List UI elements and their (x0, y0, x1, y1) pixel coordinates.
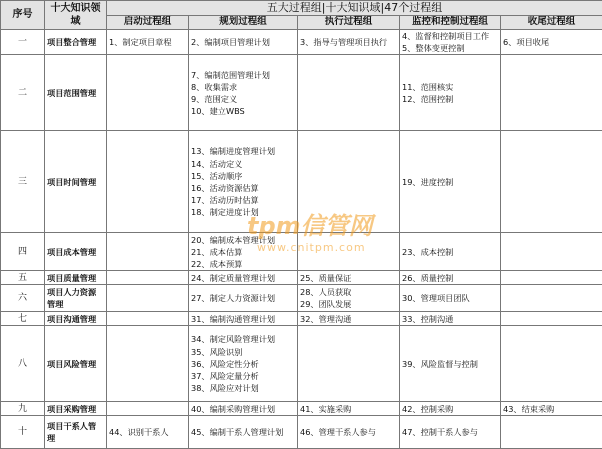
process-item: 43、结束采购 (503, 403, 555, 414)
cell-initiating (107, 131, 189, 233)
process-item: 18、制定进度计划 (191, 207, 259, 218)
knowledge-area: 项目范围管理 (45, 55, 107, 131)
knowledge-area: 项目质量管理 (45, 271, 107, 285)
knowledge-area: 项目时间管理 (45, 131, 107, 233)
knowledge-area: 项目干系人管理 (45, 416, 107, 449)
process-item: 39、风险监督与控制 (402, 358, 478, 369)
cell-closing (501, 131, 602, 233)
process-item: 9、范围定义 (191, 93, 238, 104)
cell-closing (501, 55, 602, 131)
cell-initiating (107, 30, 189, 55)
process-item: 46、管理干系人参与 (300, 427, 376, 438)
cell-initiating (107, 416, 189, 449)
row-seq: 二 (1, 55, 45, 131)
process-item: 36、风险定性分析 (191, 358, 259, 369)
header-group-initiating: 启动过程组 (107, 16, 189, 30)
row-seq: 一 (1, 30, 45, 55)
knowledge-area: 项目风险管理 (45, 326, 107, 402)
process-item: 38、风险应对计划 (191, 383, 259, 394)
cell-closing (501, 402, 602, 416)
cell-planning (189, 312, 298, 326)
row-seq: 十 (1, 416, 45, 449)
table-row (1, 233, 602, 271)
watermark-logo: tpm信管网 (247, 212, 373, 240)
table-row (1, 416, 602, 449)
process-item: 13、编制进度管理计划 (191, 146, 276, 157)
cell-closing (501, 326, 602, 402)
cell-initiating (107, 233, 189, 271)
process-item: 40、编制采购管理计划 (191, 403, 276, 414)
header-group-monitoring: 监控和控制过程组 (400, 16, 501, 30)
row-seq: 四 (1, 233, 45, 271)
cell-planning (189, 131, 298, 233)
knowledge-area: 项目采购管理 (45, 402, 107, 416)
cell-closing (501, 416, 602, 449)
process-item: 4、监督和控制项目工作 (402, 31, 490, 41)
process-item: 28、人员获取 (300, 287, 352, 298)
process-item: 45、编制干系人管理计划 (191, 427, 284, 438)
cell-monitoring (400, 55, 501, 131)
cell-executing (298, 285, 400, 312)
cell-planning (189, 326, 298, 402)
knowledge-area: 项目沟通管理 (45, 312, 107, 326)
row-seq: 八 (1, 326, 45, 402)
process-item: 25、质量保证 (300, 272, 352, 283)
cell-planning (189, 271, 298, 285)
cell-initiating (107, 402, 189, 416)
process-item: 35、风险识别 (191, 346, 243, 357)
table-row (1, 402, 602, 416)
cell-executing (298, 416, 400, 449)
table-row (1, 131, 602, 233)
cell-monitoring (400, 233, 501, 271)
cell-planning (189, 233, 298, 271)
header-seq: 序号 (1, 1, 45, 30)
table-row (1, 30, 602, 55)
process-item: 24、制定质量管理计划 (191, 272, 276, 283)
cell-monitoring (400, 30, 501, 55)
process-item: 21、成本估算 (191, 246, 243, 257)
table-row (1, 285, 602, 312)
knowledge-area: 项目成本管理 (45, 233, 107, 271)
cell-planning (189, 416, 298, 449)
cell-monitoring (400, 312, 501, 326)
process-item: 17、活动历时估算 (191, 195, 259, 206)
cell-executing (298, 55, 400, 131)
cell-closing (501, 30, 602, 55)
cell-executing (298, 271, 400, 285)
cell-initiating (107, 326, 189, 402)
header-knowledge-area: 十大知识领域 (45, 1, 107, 30)
cell-initiating (107, 285, 189, 312)
process-item: 37、风险定量分析 (191, 370, 259, 381)
cell-executing (298, 326, 400, 402)
row-seq: 五 (1, 271, 45, 285)
process-item: 32、管理沟通 (300, 313, 352, 324)
cell-executing (298, 402, 400, 416)
cell-monitoring (400, 131, 501, 233)
cell-executing (298, 30, 400, 55)
cell-planning (189, 55, 298, 131)
knowledge-area: 项目整合管理 (45, 30, 107, 55)
process-item: 6、项目收尾 (503, 37, 550, 48)
process-item: 2、编制项目管理计划 (191, 37, 270, 48)
cell-planning (189, 30, 298, 55)
cell-monitoring (400, 416, 501, 449)
cell-closing (501, 233, 602, 271)
process-item: 23、成本控制 (402, 246, 454, 257)
process-item: 27、制定人力资源计划 (191, 293, 276, 304)
header-main-title: 五大过程组|十大知识域|47个过程组 (107, 1, 602, 16)
process-item: 29、团队发展 (300, 299, 352, 310)
cell-closing (501, 271, 602, 285)
process-item: 11、范围核实 (402, 81, 454, 92)
header-group-closing: 收尾过程组 (501, 16, 602, 30)
cell-initiating (107, 271, 189, 285)
process-item: 1、制定项目章程 (109, 37, 172, 48)
process-item: 20、编制成本管理计划 (191, 234, 276, 245)
cell-monitoring (400, 326, 501, 402)
process-item: 31、编制沟通管理计划 (191, 313, 276, 324)
process-item: 3、指导与管理项目执行 (300, 37, 388, 48)
cell-closing (501, 285, 602, 312)
knowledge-area: 项目人力资源管理 (45, 285, 107, 312)
process-item: 12、范围控制 (402, 93, 454, 104)
cell-monitoring (400, 402, 501, 416)
process-item: 26、质量控制 (402, 272, 454, 283)
process-item: 19、进度控制 (402, 176, 454, 187)
process-item: 8、收集需求 (191, 81, 238, 92)
process-item: 10、建立WBS (191, 106, 245, 117)
cell-monitoring (400, 285, 501, 312)
table-row (1, 326, 602, 402)
process-item: 14、活动定义 (191, 158, 243, 169)
process-item: 33、控制沟通 (402, 313, 454, 324)
row-seq: 六 (1, 285, 45, 312)
table-row (1, 312, 602, 326)
header-group-executing: 执行过程组 (298, 16, 400, 30)
table-row (1, 271, 602, 285)
cell-planning (189, 402, 298, 416)
process-item: 15、活动顺序 (191, 170, 243, 181)
process-item: 42、控制采购 (402, 403, 454, 414)
process-item: 34、制定风险管理计划 (191, 334, 276, 345)
cell-planning (189, 285, 298, 312)
row-seq: 九 (1, 402, 45, 416)
process-item: 7、编制范围管理计划 (191, 69, 270, 80)
header-group-planning: 规划过程组 (189, 16, 298, 30)
row-seq: 三 (1, 131, 45, 233)
cell-executing (298, 312, 400, 326)
table-row (1, 55, 602, 131)
row-seq: 七 (1, 312, 45, 326)
cell-executing (298, 131, 400, 233)
cell-executing (298, 233, 400, 271)
process-item: 5、整体变更控制 (402, 43, 465, 54)
cell-initiating (107, 312, 189, 326)
watermark-url: www.cnitpm.com (257, 241, 366, 254)
process-item: 22、成本预算 (191, 258, 243, 269)
cell-initiating (107, 55, 189, 131)
process-item: 47、控制干系人参与 (402, 427, 478, 438)
process-item: 44、识别干系人 (109, 427, 169, 438)
process-item: 41、实施采购 (300, 403, 352, 414)
process-item: 30、管理项目团队 (402, 293, 470, 304)
process-item: 16、活动资源估算 (191, 182, 259, 193)
cell-closing (501, 312, 602, 326)
cell-monitoring (400, 271, 501, 285)
